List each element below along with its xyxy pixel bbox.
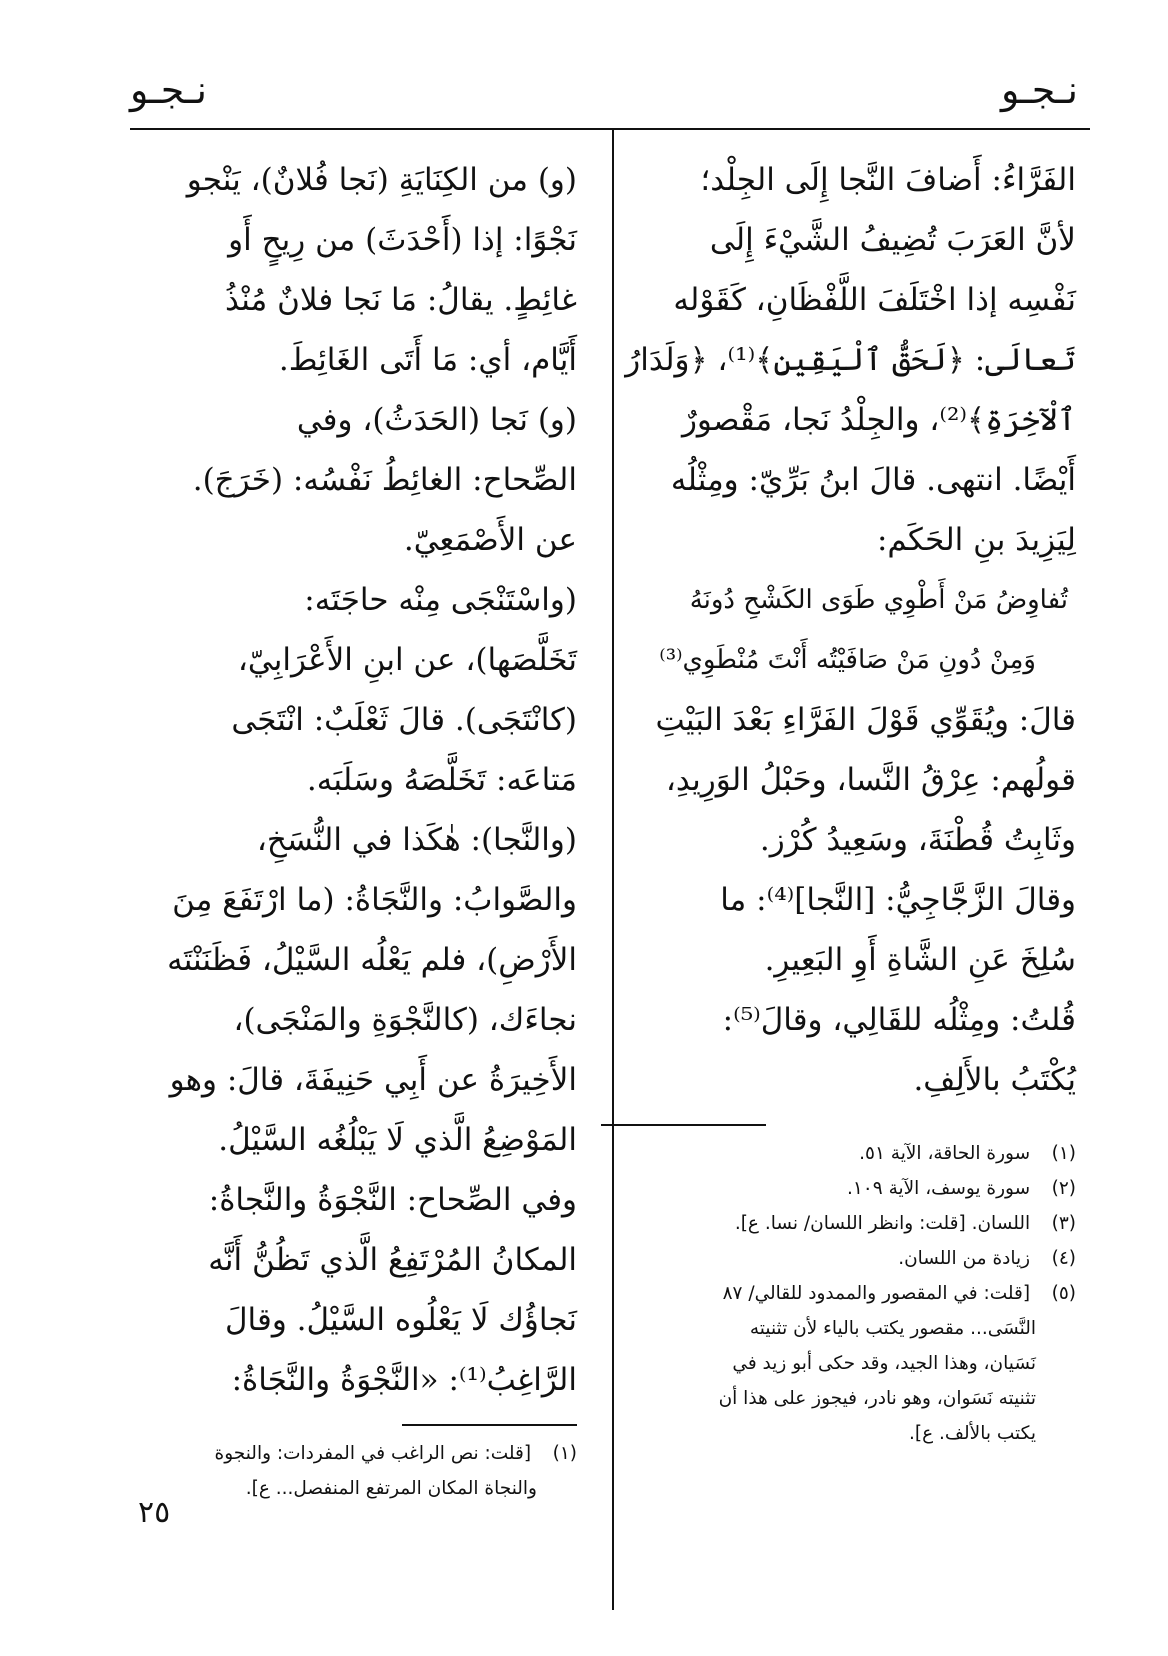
footnote-number: (٤)	[1051, 1248, 1076, 1269]
poem-verse	[606, 570, 1076, 690]
footnote-text: زيادة من اللسان.	[898, 1248, 1031, 1269]
text-line: قالَ: ويُقَوِّي قَوْلَ الفَرَّاءِ بَعْدَ البَيْتِ	[655, 702, 1076, 738]
text-line: وفي الصِّحاح: النَّجْوَةُ والنَّجاةُ:	[208, 1182, 577, 1218]
footnote-continuation: نَسَيان، وهذا الجيد، وقد حكى أبو زيد في	[732, 1353, 1036, 1374]
footnote-rule	[601, 1124, 766, 1126]
footnote-rule	[402, 1424, 577, 1426]
running-head-right: نـجـو	[1000, 68, 1078, 112]
footnote-continuation: يكتب بالألف. ع].	[908, 1423, 1036, 1444]
footnote-text: سورة يوسف، الآية ١٠٩.	[846, 1178, 1031, 1199]
text-line: غائِطٍ. يقالُ: مَا نَجا فلانٌ مُنْذُ	[224, 282, 577, 318]
text-line: تَعالَى: ﴿لَحَقُّ ٱلْيَقِينِ﴾⁽¹⁾، ﴿وَلَدَارُ	[625, 342, 1076, 378]
footnote-number: (١)	[552, 1443, 577, 1464]
text-line: المَوْضِعُ الَّذي لَا يَبْلُغُه السَّيْلُ.	[218, 1122, 577, 1158]
text-line: الأَخِيرَةُ عن أَبِي حَنِيفَةَ، قالَ: وهو	[169, 1062, 577, 1098]
text-line: نَجْوًا: إذا (أَحْدَثَ) من رِيحٍ أَو	[228, 222, 577, 258]
right-footnotes	[606, 1136, 1076, 1451]
text-line: مَتاعَه: تَخَلَّصَهُ وسَلَبَه.	[306, 762, 577, 798]
footnote	[606, 1241, 1076, 1276]
footnote-text: [قلت: في المقصور والممدود للقالي/ ٨٧	[722, 1283, 1031, 1304]
footnote-continuation: النَّسَى... مقصور يكتب بالياء لأن تثنيته	[749, 1318, 1036, 1339]
footnote-number: (٢)	[1051, 1178, 1076, 1199]
text-line: قولُهم: عِرْقُ النَّسا، وحَبْلُ الوَرِيدِ،	[665, 762, 1076, 798]
text-line: والصَّوابُ: والنَّجَاةُ: (ما ارْتَفَعَ مِنَ	[172, 882, 577, 918]
footnote-text: سورة الحاقة، الآية ٥١.	[859, 1143, 1031, 1164]
footnote-number: (١)	[1051, 1143, 1076, 1164]
text-line: (والنَّجا): هٰكَذا في النُّسَخِ،	[256, 822, 577, 858]
text-line: المكانُ المُرْتَفِعُ الَّذي تَظُنُّ أَنَّه	[208, 1242, 577, 1278]
footnote-continuation: والنجاة المكان المرتفع المنفصل... ع].	[245, 1478, 537, 1499]
text-line: نَفْسِه إذا اخْتَلَفَ اللَّفْظَانِ، كَقَوْله	[673, 282, 1076, 318]
text-line: أَيَّام، أي: مَا أَتَى الغَائِطَ.	[278, 342, 577, 378]
footnote-text: [قلت: نص الراغب في المفردات: والنجوة	[214, 1443, 532, 1464]
text-line: نَجاؤُك لَا يَعْلُوه السَّيْلُ. وقالَ	[225, 1302, 577, 1338]
poem-line: تُفاوِضُ مَنْ أَطْوِي طَوَى الكَشْحِ دُونَهُ	[689, 585, 1068, 615]
text-line: (كانْتَجَى). قالَ ثَعْلَبٌ: انْتَجَى	[231, 702, 577, 738]
text-line: وثَابِتُ قُطْنَةَ، وسَعِيدُ كُرْز.	[759, 822, 1076, 858]
header-rule	[130, 128, 1090, 130]
text-line: تَخَلَّصَها)، عن ابنِ الأَعْرَابِيّ،	[237, 642, 577, 678]
footnote	[132, 1436, 577, 1471]
running-head-left: نـجـو	[130, 68, 208, 112]
left-column	[132, 150, 577, 1506]
right-column	[606, 150, 1076, 1451]
footnote-number: (٥)	[1051, 1283, 1076, 1304]
text-line: سُلِخَ عَنِ الشَّاةِ أَوِ البَعِيرِ.	[764, 942, 1076, 978]
text-line: قُلتُ: ومِثْلُه للقَالِي، وقالَ⁽⁵⁾:	[722, 1002, 1076, 1038]
text-line: وقالَ الزَّجَّاجِيُّ: [النَّجا]⁽⁴⁾: ما	[720, 882, 1076, 918]
footnote	[606, 1206, 1076, 1241]
text-line: (و) من الكِنَايَةِ (نَجا فُلانٌ)، يَنْجو	[186, 162, 577, 198]
text-line: ٱلْآخِرَةِ﴾⁽²⁾، والجِلْدُ نَجا، مَقْصورٌ	[681, 402, 1076, 438]
text-line: الأَرْضِ)، فلم يَعْلُه السَّيْلُ، فَظَنَنْتَه	[167, 942, 577, 978]
left-footnotes	[132, 1436, 577, 1506]
footnote-continuation: تثنيته نَسَوان، وهو نادر، فيجوز على هذا أن	[718, 1388, 1036, 1409]
page-number: ٢٥	[138, 1495, 171, 1530]
text-line: أَيْضًا. انتهى. قالَ ابنُ بَرِّيّ: ومِثْلُه	[670, 462, 1076, 498]
text-line: عن الأَصْمَعِيّ.	[403, 522, 577, 558]
right-column-body	[606, 150, 1076, 570]
text-line: نجاءَك، (كالنَّجْوَةِ والمَنْجَى)،	[233, 1002, 577, 1038]
footnote-number: (٣)	[1051, 1213, 1076, 1234]
text-line: لِيَزِيدَ بنِ الحَكَم:	[876, 522, 1076, 558]
text-line: لأنَّ العَرَبَ تُضِيفُ الشَّيْءَ إِلَى	[709, 222, 1076, 258]
footnote	[606, 1171, 1076, 1206]
text-line: الفَرَّاءُ: أَضافَ النَّجا إِلَى الجِلْد؛	[700, 162, 1076, 198]
footnote	[606, 1276, 1076, 1311]
text-line: الرَّاغِبُ⁽¹⁾: «النَّجْوَةُ والنَّجَاةُ:	[231, 1362, 577, 1398]
footnote	[606, 1136, 1076, 1171]
text-line: الصِّحاح: الغائِطُ نَفْسُه: (خَرَجَ).	[192, 462, 577, 498]
footnote-text: اللسان. [قلت: وانظر اللسان/ نسا. ع].	[734, 1213, 1031, 1234]
poem-line: وَمِنْ دُونِ مَنْ صَافَيْتُه أَنْتَ مُنْطَوِي⁽³⁾	[659, 645, 1036, 675]
left-column-body	[132, 150, 577, 1410]
text-line: (واسْتَنْجَى مِنْه حاجَتَه:	[304, 582, 577, 618]
right-column-body-2	[606, 690, 1076, 1110]
text-line: يُكْتَبُ بالأَلِفِ.	[913, 1062, 1076, 1098]
text-line: (و) نَجا (الحَدَثُ)، وفي	[296, 402, 577, 438]
